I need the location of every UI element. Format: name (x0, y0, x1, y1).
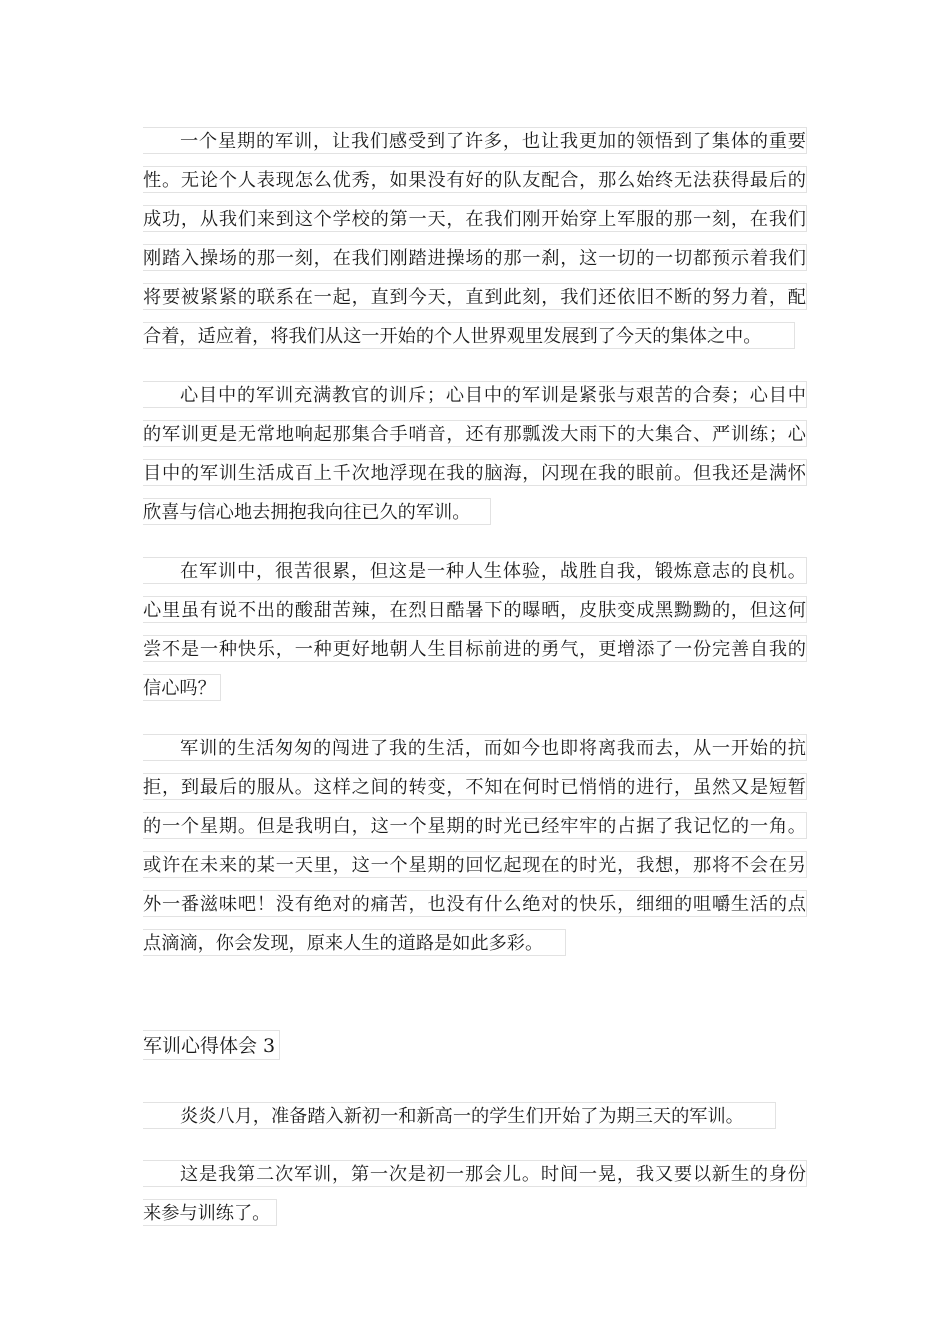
paragraph-2-line-3: 目中的军训生活成百上千次地浮现在我的脑海，闪现在我的眼前。但我还是满怀 (143, 459, 807, 486)
section-heading: 军训心得体会 3 (143, 1030, 280, 1060)
paragraph-4-line-6: 点滴滴，你会发现，原来人生的道路是如此多彩。 (143, 929, 566, 956)
paragraph-6-line-1: 这是我第二次军训，第一次是初一那会儿。时间一晃，我又要以新生的身份 (143, 1160, 807, 1187)
paragraph-1-line-1: 一个星期的军训，让我们感受到了许多，也让我更加的领悟到了集体的重要 (143, 127, 807, 154)
paragraph-1-line-4: 刚踏入操场的那一刻，在我们刚踏进操场的那一刹，这一切的一切都预示着我们 (143, 244, 807, 271)
paragraph-4-line-1: 军训的生活匆匆的闯进了我的生活，而如今也即将离我而去，从一开始的抗 (143, 734, 807, 761)
paragraph-2-line-1: 心目中的军训充满教官的训斥；心目中的军训是紧张与艰苦的合奏；心目中 (143, 381, 807, 408)
paragraph-3-line-3: 尝不是一种快乐，一种更好地朝人生目标前进的勇气，更增添了一份完善自我的 (143, 635, 807, 662)
paragraph-1-line-2: 性。无论个人表现怎么优秀，如果没有好的队友配合，那么始终无法获得最后的 (143, 166, 807, 193)
paragraph-3-line-2: 心里虽有说不出的酸甜苦辣，在烈日酷暑下的曝晒，皮肤变成黑黝黝的，但这何 (143, 596, 807, 623)
paragraph-1-line-3: 成功，从我们来到这个学校的第一天，在我们刚开始穿上军服的那一刻，在我们 (143, 205, 807, 232)
paragraph-1-line-6: 合着，适应着，将我们从这一开始的个人世界观里发展到了今天的集体之中。 (143, 322, 795, 349)
paragraph-4-line-2: 拒，到最后的服从。这样之间的转变，不知在何时已悄悄的进行，虽然又是短暂 (143, 773, 807, 800)
paragraph-3-line-4: 信心吗？ (143, 674, 221, 701)
paragraph-6-line-2: 来参与训练了。 (143, 1199, 277, 1226)
paragraph-1-line-5: 将要被紧紧的联系在一起，直到今天，直到此刻，我们还依旧不断的努力着，配 (143, 283, 807, 310)
paragraph-4-line-5: 外一番滋味吧！没有绝对的痛苦，也没有什么绝对的快乐，细细的咀嚼生活的点 (143, 890, 807, 917)
paragraph-4-line-3: 的一个星期。但是我明白，这一个星期的时光已经牢牢的占据了我记忆的一角。 (143, 812, 807, 839)
paragraph-3-line-1: 在军训中，很苦很累，但这是一种人生体验，战胜自我，锻炼意志的良机。 (143, 557, 807, 584)
paragraph-2-line-4: 欣喜与信心地去拥抱我向往已久的军训。 (143, 498, 491, 525)
paragraph-4-line-4: 或许在未来的某一天里，这一个星期的回忆起现在的时光，我想，那将不会在另 (143, 851, 807, 878)
paragraph-2-line-2: 的军训更是无常地响起那集合手哨音，还有那瓢泼大雨下的大集合、严训练；心 (143, 420, 807, 447)
paragraph-5-line-1: 炎炎八月，准备踏入新初一和新高一的学生们开始了为期三天的军训。 (143, 1102, 776, 1129)
